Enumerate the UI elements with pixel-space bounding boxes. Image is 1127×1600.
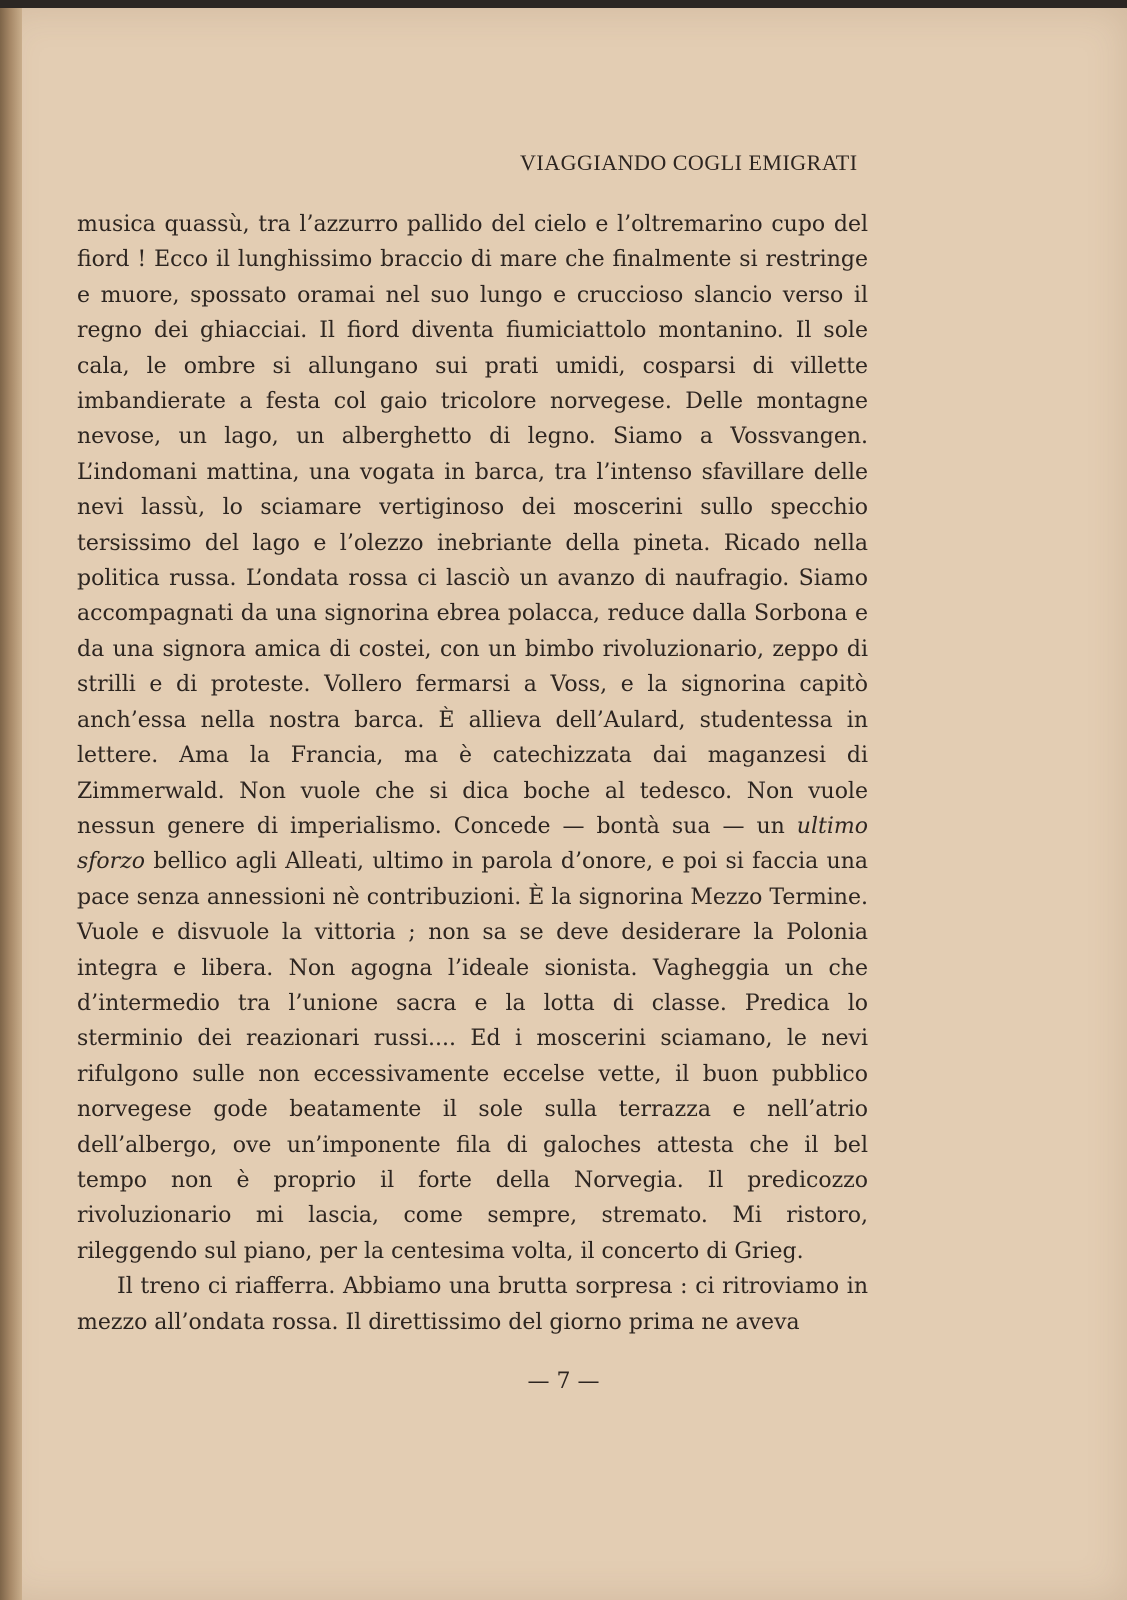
paragraph-1-italic: ultimo sforzo	[77, 813, 868, 875]
running-head: VIAGGIANDO COGLI EMIGRATI	[520, 150, 858, 175]
body-text	[77, 207, 868, 1340]
paragraph-1	[77, 207, 868, 1269]
paragraph-2: Il treno ci riafferra. Abbiamo una brutta sorpresa : ci ritroviamo in mezzo all’ondata rossa. Il direttissimo del giorno prima ne aveva	[77, 1274, 868, 1335]
paragraph-1-part-1: musica quassù, tra l’azzurro pallido del cielo e l’oltremarino cupo del fiord ! Ecco il lunghissimo braccio di mare che finalmente si restringe e muore, spossato oramai nel suo lungo e cruccioso slancio verso il regno dei ghiacciai. Il fiord diventa fiumiciattolo montanino. Il sole cala, le ombre si allungano sui prati umidi, cosparsi di villette imbandierate a festa col gaio tricolore norvegese. Delle montagne nevose, un lago, un alberghetto di legno. Siamo a Vossvangen. L’indomani mattina, una vogata in barca, tra l’intenso sfavillare delle nevi lassù, lo sciamare vertiginoso dei moscerini sullo specchio tersissimo del lago e l’olezzo inebriante della pineta. Ricado nella politica russa. L’ondata rossa ci lasciò un avanzo di naufragio. Siamo accompagnati da una signorina ebrea polacca, reduce dalla Sorbona e da una signora amica di costei, con un bimbo rivoluzionario, zeppo di strilli e di proteste. Vollero fermarsi a Voss, e la signorina capitò anch’essa nella nostra barca. È allieva dell’Aulard, studentessa in lettere. Ama la Francia, ma è catechizzata dai maganzesi di Zimmerwald. Non vuole che si dica boche al tedesco. Non vuole nessun genere di imperialismo. Concede — bontà sua — un	[77, 212, 868, 839]
binding-edge	[0, 8, 22, 1600]
page-number: — 7 —	[527, 1369, 600, 1394]
paragraph-1-part-2: bellico agli Alleati, ultimo in parola d’onore, e poi si faccia una pace senza annessioni nè contribuzioni. È la signorina Mezzo Termine. Vuole e disvuole la vittoria ; non sa se deve desiderare la Polonia integra e libera. Non agogna l’ideale sionista. Vagheggia un che d’intermedio tra l’unione sacra e la lotta di classe. Predica lo sterminio dei reazionari russi.... Ed i moscerini sciamano, le nevi rifulgono sulle non eccessivamente eccelse vette, il buon pubblico norvegese gode beatamente il sole sulla terrazza e nell’atrio dell’albergo, ove un’imponente fila di galoches attesta che il bel tempo non è proprio il forte della Norvegia. Il predicozzo rivoluzionario mi lascia, come sempre, stremato. Mi ristoro, rileggendo sul piano, per la centesima volta, il concerto di Grieg.	[77, 849, 868, 1264]
book-page	[0, 8, 1127, 1600]
